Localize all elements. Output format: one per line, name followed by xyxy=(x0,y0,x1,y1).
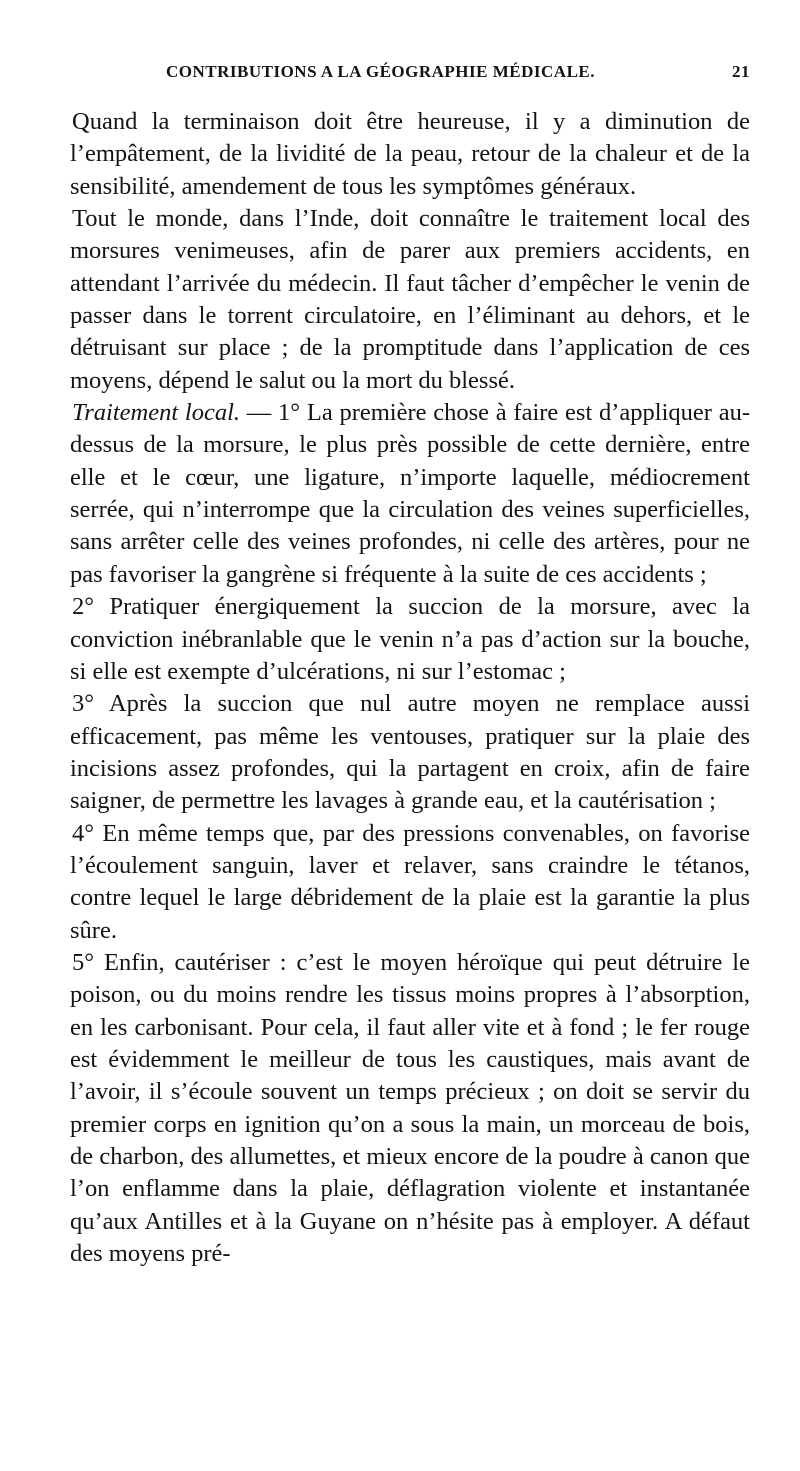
paragraph-text: 3° Après la succion que nul autre moyen ne remplace aussi efficacement, pas même les ventouses, pratiquer sur la plaie des incisions assez profondes, qui la partagent en croix, afin de faire saigner, de permettre les lavages à grande eau, et la cautérisation ; xyxy=(70,690,750,815)
running-head xyxy=(70,62,750,92)
paragraph-text: 2° Pratiquer énergiquement la succion de la morsure, avec la conviction inébranlable que le venin n’a pas d’action sur la bouche, si elle est exempte d’ulcérations, ni sur l’estomac ; xyxy=(70,593,750,685)
paragraph-step-1 xyxy=(70,397,750,591)
paragraph-text: Tout le monde, dans l’Inde, doit connaître le traitement local des morsures venimeuses, afin de parer aux premiers accidents, en attendant l’arrivée du médecin. Il faut tâcher d’empêcher le venin de passer dans le torrent circulatoire, en l’éliminant au dehors, et le détruisant sur place ; de la promptitude dans l’application de ces moyens, dépend le salut ou la mort du blessé. xyxy=(70,205,750,394)
paragraph-step-2 xyxy=(70,591,750,688)
section-lead: Traitement local. xyxy=(72,399,241,427)
book-page xyxy=(70,62,750,1270)
body-text xyxy=(70,106,750,1270)
paragraph-local-treatment-intro xyxy=(70,203,750,397)
paragraph-text: 4° En même temps que, par des pressions convenables, on favorise l’écoulement sanguin, laver et relaver, sans craindre le tétanos, contre lequel le large débridement de la plaie est la garantie la plus sûre. xyxy=(70,819,750,944)
paragraph-recovery-signs xyxy=(70,106,750,203)
paragraph-text: — 1° La première chose à faire est d’appliquer au-dessus de la morsure, le plus près possible de cette dernière, entre elle et le cœur, une ligature, n’importe laquelle, médiocrement serrée, qui n’interrompe que la circulation des veines superficielles, sans arrêter celle des veines profondes, ni celle des artères, pour ne pas favoriser la gangrène si fréquente à la suite de ces accidents ; xyxy=(70,399,750,588)
paragraph-step-5 xyxy=(70,947,750,1270)
paragraph-step-3 xyxy=(70,688,750,817)
paragraph-text: Quand la terminaison doit être heureuse, il y a diminution de l’empâtement, de la lividité de la peau, retour de la chaleur et de la sensibilité, amendement de tous les symptômes généraux. xyxy=(70,108,750,200)
page-number: 21 xyxy=(732,62,750,81)
paragraph-text: 5° Enfin, cautériser : c’est le moyen héroïque qui peut détruire le poison, ou du moins rendre les tissus moins propres à l’absorption, en les carbonisant. Pour cela, il faut aller vite et à fond ; le fer rouge est évidemment le meilleur de tous les caustiques, mais avant de l’avoir, il s’écoule souvent un temps précieux ; on doit se servir du premier corps en ignition qu’on a sous la main, un morceau de bois, de charbon, des allumettes, et mieux encore de la poudre à canon que l’on enflamme dans la plaie, déflagration violente et instantanée qu’aux Antilles et à la Guyane on n’hésite pas à employer. A défaut des moyens pré- xyxy=(70,948,750,1268)
running-title: CONTRIBUTIONS A LA GÉOGRAPHIE MÉDICALE. xyxy=(166,62,595,81)
paragraph-step-4 xyxy=(70,818,750,947)
